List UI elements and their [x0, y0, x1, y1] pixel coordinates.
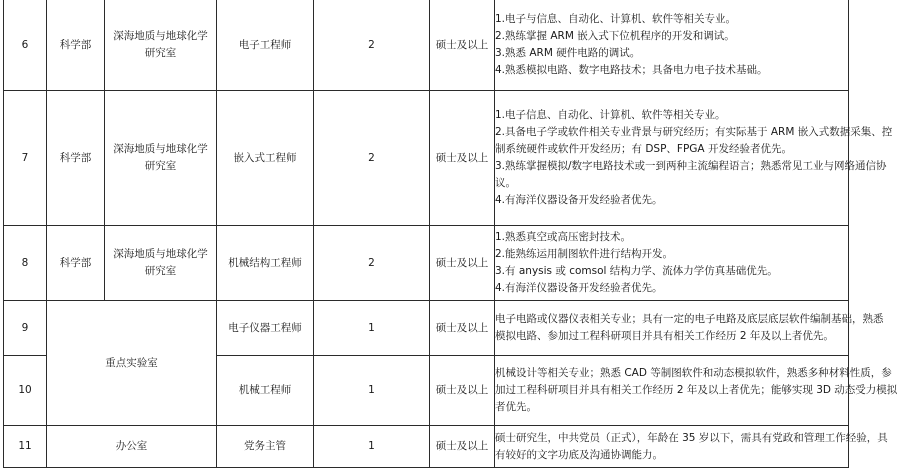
requirement-line: 4.有海洋仪器设备开发经验者优先。: [495, 194, 663, 206]
requirement-line: 3.熟练掌握模拟/数字电路技术或一到两种主流编程语言；熟悉常见工业与网络通信协: [495, 160, 887, 172]
requirement-line: 1.熟悉真空或高压密封技术。: [495, 231, 632, 243]
requirement-line: 1.电子与信息、自动化、计算机、软件等相关专业。: [495, 13, 737, 25]
headcount-cell: 1: [314, 426, 430, 468]
position-cell: 电子仪器工程师: [217, 301, 314, 356]
requirement-line: 制系统硬件或软件开发经历；有 DSP、FPGA 开发经验者优先。: [495, 143, 792, 155]
education-cell: 硕士及以上: [430, 301, 495, 356]
table-row: [4, 301, 849, 356]
requirement-line: 2.熟练掌握 ARM 嵌入式下位机程序的开发和调试。: [495, 30, 735, 42]
row-number: 8: [4, 226, 47, 301]
row-number: 11: [4, 426, 47, 468]
requirement-line: 模拟电路、参加过工程科研项目并具有相关工作经历 2 年及以上者优先。: [495, 330, 834, 342]
requirements-cell: [495, 356, 897, 426]
requirement-line: 者优先。: [495, 401, 537, 413]
row-number: 6: [4, 0, 47, 91]
headcount-cell: 2: [314, 91, 430, 226]
position-cell: 电子工程师: [217, 0, 314, 91]
table-row: [4, 0, 849, 91]
department-cell: 科学部: [47, 0, 105, 91]
requirement-line: 3.熟悉 ARM 硬件电路的调试。: [495, 47, 641, 59]
headcount-cell: 2: [314, 0, 430, 91]
requirement-line: 4.熟悉模拟电路、数字电路技术；具备电力电子技术基础。: [495, 64, 768, 76]
education-cell: 硕士及以上: [430, 356, 495, 426]
requirements-cell: [495, 301, 884, 356]
requirement-line: 3.有 anysis 或 comsol 结构力学、流体力学仿真基础优先。: [495, 265, 778, 277]
lab-cell: 深海地质与地球化学研究室: [105, 91, 217, 226]
requirement-line: 机械设计等相关专业；熟悉 CAD 等制图软件和动态模拟软件，熟悉多种材料性质，参: [495, 367, 892, 379]
requirements-cell: [495, 91, 893, 226]
position-cell: 机械结构工程师: [217, 226, 314, 301]
requirement-line: 电子电路或仪器仪表相关专业；具有一定的电子电路及底层底层软件编制基础，熟悉: [495, 313, 884, 325]
row-number: 7: [4, 91, 47, 226]
education-cell: 硕士及以上: [430, 426, 495, 468]
requirements-cell: [495, 0, 849, 91]
row-number: 10: [4, 356, 47, 426]
requirement-line: 有较好的文字功底及沟通协调能力。: [495, 448, 663, 461]
table-row: [4, 226, 849, 301]
position-cell: 党务主管: [217, 426, 314, 468]
department-cell: 科学部: [47, 226, 105, 301]
requirement-line: 2.能熟练运用制图软件进行结构开发。: [495, 248, 674, 260]
education-cell: 硕士及以上: [430, 0, 495, 91]
headcount-cell: 2: [314, 226, 430, 301]
department-cell: 办公室: [47, 426, 217, 468]
position-cell: 机械工程师: [217, 356, 314, 426]
requirements-cell: [495, 426, 888, 468]
requirements-cell: [495, 226, 849, 301]
department-cell: 科学部: [47, 91, 105, 226]
requirement-line: 议。: [495, 177, 516, 189]
recruitment-table: [3, 0, 897, 468]
row-number: 9: [4, 301, 47, 356]
headcount-cell: 1: [314, 356, 430, 426]
education-cell: 硕士及以上: [430, 91, 495, 226]
department-cell: 重点实验室: [47, 301, 217, 426]
requirement-line: 4.有海洋仪器设备开发经验者优先。: [495, 282, 663, 294]
education-cell: 硕士及以上: [430, 226, 495, 301]
table-row: [4, 426, 849, 468]
table-row: [4, 91, 849, 226]
headcount-cell: 1: [314, 301, 430, 356]
requirement-line: 加过工程科研项目并具有相关工作经历 2 年及以上者优先；能够实现 3D 动态受力模拟: [495, 384, 897, 396]
lab-cell: 深海地质与地球化学研究室: [105, 0, 217, 91]
requirement-line: 2.具备电子学或软件相关专业背景与研究经历；有实际基于 ARM 嵌入式数据采集、控: [495, 126, 893, 138]
requirement-line: 1.电子信息、自动化、计算机、软件等相关专业。: [495, 109, 726, 121]
requirement-line: 硕士研究生，中共党员（正式），年龄在 35 岁以下，需具有党政和管理工作经验，具: [495, 431, 888, 444]
position-cell: 嵌入式工程师: [217, 91, 314, 226]
lab-cell: 深海地质与地球化学研究室: [105, 226, 217, 301]
